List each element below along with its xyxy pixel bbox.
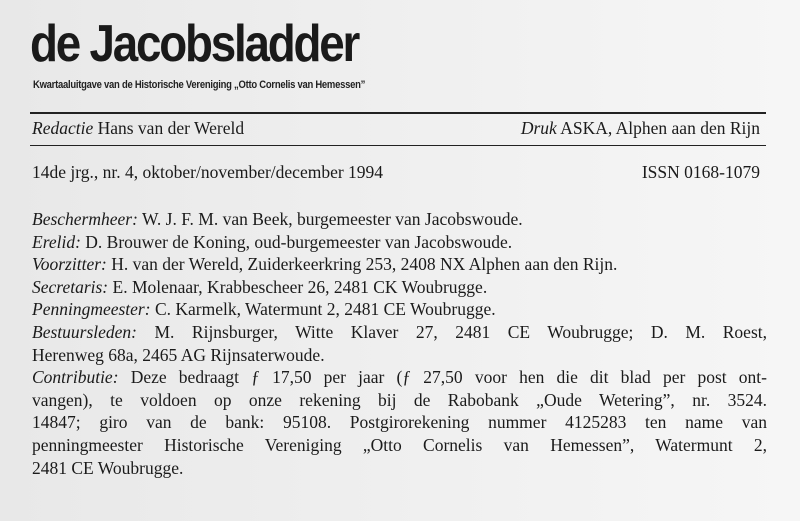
voorzitter-value: H. van der Wereld, Zuiderkeerkring 253, 2408 NX Alphen aan den Rijn. (111, 254, 618, 275)
bestuursleden-line-1 (32, 321, 767, 344)
druk-label: Druk (520, 118, 557, 138)
contributie-line-5: 2481 CE Woubrugge. (32, 457, 184, 478)
beschermheer-label: Beschermheer: (32, 209, 138, 229)
beschermheer-value: W. J. F. M. van Beek, burgemeester van Jacobswoude. (142, 209, 523, 229)
redactie-value: Hans van der Wereld (97, 118, 245, 138)
erelid-value: D. Brouwer de Koning, oud-burgemeester van Jacobswoude. (85, 231, 513, 252)
secretaris-value: E. Molenaar, Krabbescheer 26, 2481 CK Woubrugge. (112, 276, 488, 297)
redactie-line (32, 118, 244, 139)
masthead-title: de Jacobsladder (30, 15, 359, 73)
druk-value: ASKA, Alphen aan den Rijn (560, 118, 760, 138)
redactie-label: Redactie (32, 118, 94, 138)
contributie-line-1 (32, 366, 767, 389)
contributie-value-1: Deze bedraagt ƒ 17,50 per jaar (ƒ 27,50 voor hen die dit blad per post ont- (130, 367, 767, 388)
penningmeester-line (32, 298, 767, 321)
voorzitter-line (32, 253, 767, 276)
beschermheer-line (32, 208, 767, 231)
penningmeester-value: C. Karmelk, Watermunt 2, 2481 CE Woubrugge. (154, 299, 496, 320)
secretaris-line (32, 276, 767, 299)
erelid-label: Erelid: (32, 231, 81, 252)
bestuursleden-label: Bestuursleden: (32, 321, 137, 342)
masthead-subtitle: Kwartaaluitgave van de Historische Vereniging „Otto Cornelis van Hemessen” (33, 79, 366, 91)
top-rule (30, 112, 766, 114)
contributie-line-4: penningmeester Historische Vereniging „Otto Cornelis van Hemessen”, Watermunt 2, (32, 434, 767, 455)
contributie-line-3: 14847; giro van de bank: 95108. Postgirorekening nummer 4125283 ten name van (32, 412, 767, 433)
druk-line (521, 118, 760, 139)
secretaris-label: Secretaris: (32, 276, 109, 297)
penningmeester-label: Penningmeester: (32, 299, 151, 320)
bestuursleden-value-1: M. Rijnsburger, Witte Klaver 27, 2481 CE Woubrugge; D. M. Roest, (154, 321, 767, 342)
contributie-label: Contributie: (32, 367, 119, 388)
contributie-line-2: vangen), te voldoen op onze rekening bij de Rabobank „Oude Wetering”, nr. 3524. (32, 389, 767, 410)
issn: ISSN 0168-1079 (641, 162, 760, 182)
voorzitter-label: Voorzitter: (32, 254, 107, 275)
issue-info: 14de jrg., nr. 4, oktober/november/december 1994 (32, 162, 384, 182)
bestuursleden-line-2: Herenweg 68a, 2465 AG Rijnsaterwoude. (32, 344, 325, 365)
erelid-line (32, 231, 767, 254)
bottom-rule (30, 145, 766, 146)
colophon-block (32, 208, 767, 479)
